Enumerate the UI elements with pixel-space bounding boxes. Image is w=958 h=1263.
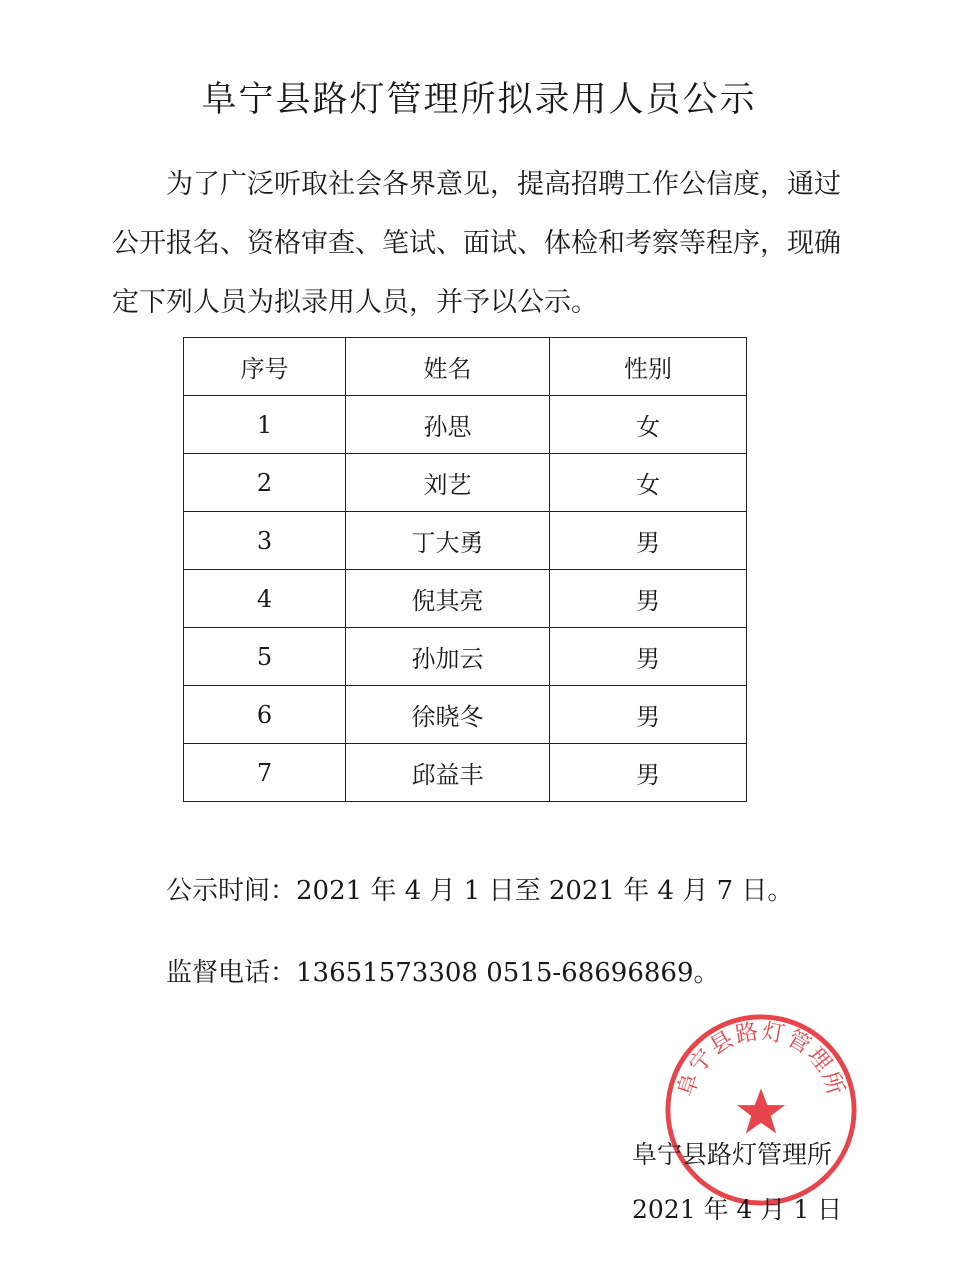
seal-text xyxy=(673,1018,849,1099)
cell-gender: 男 xyxy=(550,744,747,802)
star-icon xyxy=(737,1088,785,1133)
cell-name: 丁大勇 xyxy=(346,512,550,570)
notice-period: 公示时间：2021 年 4 月 1 日至 2021 年 4 月 7 日。 xyxy=(166,876,794,906)
signature-date: 2021 年 4 月 1 日 xyxy=(632,1195,843,1224)
cell-gender: 女 xyxy=(550,454,747,512)
intro-paragraph xyxy=(112,155,852,332)
cell-serial: 2 xyxy=(184,454,346,512)
cell-name: 孙加云 xyxy=(346,628,550,686)
intro-text: 为了广泛听取社会各界意见，提高招聘工作公信度，通过公开报名、资格审查、笔试、面试、体检和考察等程序，现确定下列人员为拟录用人员，并予以公示。 xyxy=(112,169,841,318)
table-row xyxy=(184,396,747,454)
cell-serial: 3 xyxy=(184,512,346,570)
table-row xyxy=(184,512,747,570)
cell-gender: 男 xyxy=(550,686,747,744)
cell-name: 徐晓冬 xyxy=(346,686,550,744)
candidate-table xyxy=(183,337,747,802)
cell-serial: 5 xyxy=(184,628,346,686)
cell-serial: 4 xyxy=(184,570,346,628)
header-serial: 序号 xyxy=(184,338,346,396)
table-row xyxy=(184,570,747,628)
seal-text-path: 阜宁县路灯管理所 xyxy=(673,1018,849,1100)
header-name: 姓名 xyxy=(346,338,550,396)
table-row xyxy=(184,454,747,512)
cell-gender: 男 xyxy=(550,570,747,628)
page-title: 阜宁县路灯管理所拟录用人员公示 xyxy=(201,80,757,120)
cell-serial: 7 xyxy=(184,744,346,802)
cell-gender: 男 xyxy=(550,628,747,686)
cell-serial: 6 xyxy=(184,686,346,744)
cell-name: 孙思 xyxy=(346,396,550,454)
cell-name: 刘艺 xyxy=(346,454,550,512)
cell-name: 倪其亮 xyxy=(346,570,550,628)
cell-gender: 女 xyxy=(550,396,747,454)
signature-org: 阜宁县路灯管理所 xyxy=(632,1140,833,1169)
table-row xyxy=(184,686,747,744)
table-row xyxy=(184,628,747,686)
header-gender: 性别 xyxy=(550,338,747,396)
table-header-row xyxy=(184,338,747,396)
table-row xyxy=(184,744,747,802)
official-seal xyxy=(663,1012,859,1208)
cell-serial: 1 xyxy=(184,396,346,454)
cell-gender: 男 xyxy=(550,512,747,570)
supervision-hotline: 监督电话：13651573308 0515-68696869。 xyxy=(166,958,720,988)
cell-name: 邱益丰 xyxy=(346,744,550,802)
